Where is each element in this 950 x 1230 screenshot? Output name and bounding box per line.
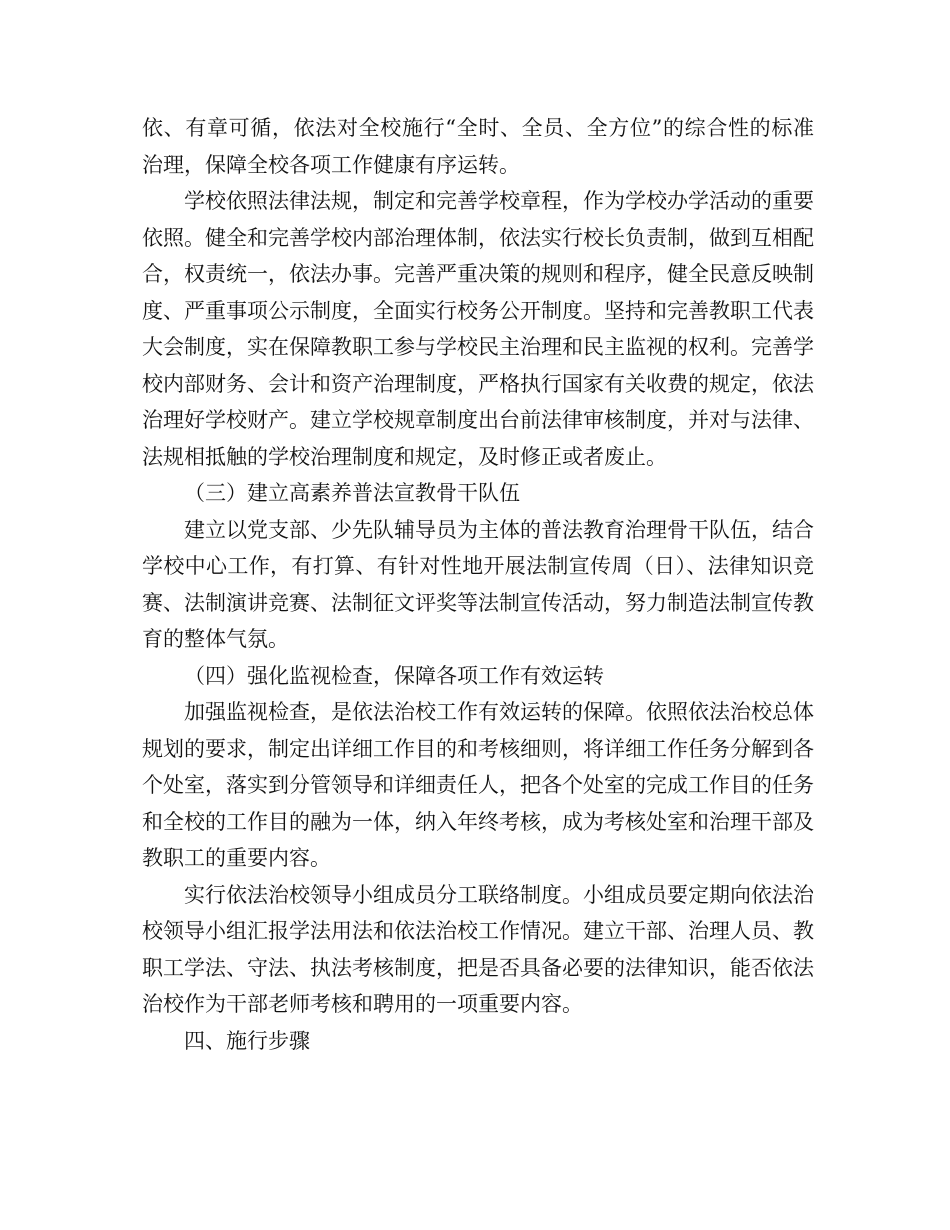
paragraph-school-charter: 学校依照法律法规，制定和完善学校章程，作为学校办学活动的重要依照。健全和完善学校内部治理体制，依法实行校长负责制，做到互相配合，权责统一，依法办事。完善严重决策的规则和程序，健全民意反映制度、严重事项公示制度，全面实行校务公开制度。坚持和完善教职工代表大会制度，实在保障教职工参与学校民主治理和民主监视的权利。完善学校内部财务、会计和资产治理制度，严格执行国家有关收费的规定，依法治理好学校财产。建立学校规章制度出台前法律审核制度，并对与法律、法规相抵触的学校治理制度和规定，及时修正或者废止。	[142, 189, 814, 469]
section-heading-implementation-steps: 四、施行步骤	[184, 1028, 310, 1053]
paragraph-supervision-inspection: 加强监视检查，是依法治校工作有效运转的保障。依照依法治校总体规划的要求，制定出详细工作目的和考核细则，将详细工作任务分解到各个处室，落实到分管领导和详细责任人，把各个处室的完成工作目的任务和全校的工作目的融为一体，纳入年终考核，成为考核处室和治理干部及教职工的重要内容。	[142, 700, 814, 870]
document-page	[142, 110, 814, 1059]
paragraph-continued-intro: 依、有章可循，依法对全校施行“全时、全员、全方位”的综合性的标准治理，保障全校各项工作健康有序运转。	[142, 116, 814, 177]
paragraph-leadership-liaison: 实行依法治校领导小组成员分工联络制度。小组成员要定期向依法治校领导小组汇报学法用法和依法治校工作情况。建立干部、治理人员、教职工学法、守法、执法考核制度，把是否具备必要的法律知识，能否依法治校作为干部老师考核和聘用的一项重要内容。	[142, 882, 814, 1016]
paragraph-legal-education-team: 建立以党支部、少先队辅导员为主体的普法教育治理骨干队伍，结合学校中心工作，有打算、有针对性地开展法制宣传周（日）、法律知识竞赛、法制演讲竞赛、法制征文评奖等法制宣传活动，努力制造法制宣传教育的整体气氛。	[142, 517, 814, 651]
section-heading-3: （三）建立高素养普法宣教骨干队伍	[184, 481, 520, 505]
section-heading-4: （四）强化监视检查，保障各项工作有效运转	[184, 663, 604, 688]
